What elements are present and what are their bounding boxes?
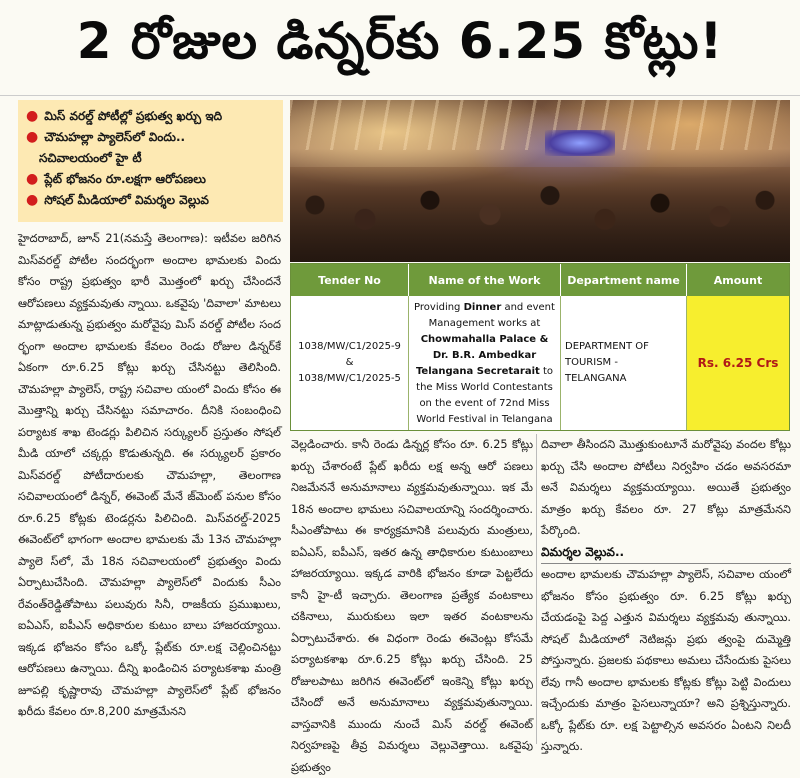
amount-cell: Rs. 6.25 Crs [687,296,789,430]
tender-table [290,263,790,431]
header-amount: Amount [687,264,789,296]
photo-stage-lights [545,130,615,156]
work-text-bold: Chowmahalla Palace & Dr. B.R. Ambedkar Telangana Secretarait [415,334,549,377]
work-name-cell [409,296,561,430]
highlight-item: ● చౌమహల్లా ప్యాలెస్‌లో విందు.. [26,127,275,148]
work-text: and event Management works at [428,302,555,329]
subheading: విమర్శల వెల్లువ.. [541,542,791,565]
photo-roof [290,100,790,150]
work-text-bold: Dinner [463,302,502,313]
article-column-2: వెల్లడించారు. కానీ రెండు డిన్నర్ల కోసం రూ. 6.25 కోట్లు ఖర్చు చేశారంటే ప్లేట్ ఖరీదు లక్ష అన్న ఆరో పణలు నిజమేననే అనుమానాలు వ్యక్తమవుతున్నాయి. ఇక మే 18న అందాల భామలు సచివాలయాన్ని సందర్శించారు. సీఎంతోపాటు ఈ కార్యక్రమానికి పలువురు మంత్రులు, ఐఏఎస్, ఐపీఎస్, ఇతర ఉన్న తాధికారుల కుటుంబాలు హాజరయ్యాయి. ఇక్కడ వారికి భోజనం కూడా పెట్టలేదు కానీ హై-టీ ఇచ్చారు. తెలంగాణ ప్రత్యేక వంటకాలు చకినాలు, మురుకులు ఇలా ఇతర వంటకాలను ఏర్పాటుచేశారు. ఈ విధంగా రెండు ఈవెంట్లు కోసమే పర్యాటకశాఖ రూ.6.25 కోట్లు ఖర్చు చేసింది. 25 రోజులపాటు జరిగిన ఈవెంట్‌లో ఇంకెన్ని కోట్లు ఖర్చు చేసిందో అనే అనుమానాలు వ్యక్తమవుతున్నాయి. వాస్తవానికి ముందు నుంచే మిస్ వరల్డ్ ఈవెంట్ నిర్వహణపై తీవ్ర విమర్శలు వెల్లువెత్తాయి. ఒకవైపు ప్రభుత్వం [291,438,533,774]
tender-number-2: 1038/MW/C1/2025-5 [298,373,401,384]
work-text: to the Miss World Contestants on the event of 72nd Miss World Festival in Telangana [416,366,554,425]
column-3-paragraph-1: దివాలా తీసిందని మొత్తుకుంటూనే మరోవైపు వందల కోట్లు ఖర్చు చేసి అందాల పోటీలు నిర్వహిం చడం అవసరమా అనే విమర్శలు వ్యక్తమయ్యాయి. అయితే ప్రభుత్వం మాత్రం ఖర్చు కేవలం రూ. 27 కోట్లు మాత్రమేనని పేర్కొంది. [541,438,791,537]
tender-ampersand: & [345,357,354,368]
bullet-icon: ● [26,129,39,145]
bullet-icon: ● [26,192,39,208]
work-text: Providing [414,302,461,313]
photo-crowd [290,167,790,262]
tender-number-cell [291,296,409,430]
highlight-item: ● ప్లేట్ భోజనం రూ.లక్షగా ఆరోపణలు [26,169,275,190]
header-department: Department name [561,264,687,296]
event-photo [290,100,790,262]
column-divider [536,434,537,744]
highlight-item-continued: సచివాలయంలో హై టీ [39,151,142,165]
headline: 2 రోజుల డిన్నర్‌కు 6.25 కోట్లు! [0,0,800,96]
column-3-paragraph-2: అందాల భామలకు చౌమహల్లా ప్యాలెస్, సచివాల యంలో భోజనం కోసం ప్రభుత్వం రూ. 6.25 కోట్లు ఖర్చు చేయడంపై పెద్ద ఎత్తున విమర్శలు వ్యక్తమవు తున్నాయి. సోషల్ మీడియాలో నెటిజన్లు ప్రభు త్వంపై దుమ్మెత్తి పోస్తున్నారు. ప్రజలకు పథకాలు అమలు చేసేందుకు పైసలు లేవు గానీ అందాల భామలకు కోట్లకు కోట్లు పెట్టి విందులు ఇచ్చేందుకు మాత్రం పైసలున్నాయా? అని ప్రశ్నిస్తున్నారు. ఒక్కో ప్లేట్‌కు రూ. లక్ష పెట్టాల్సిన అవసరం ఏంటని నిలదీ స్తున్నారు. [541,568,791,753]
highlight-item: ● మిస్ వరల్డ్ పోటీల్లో ప్రభుత్వ ఖర్చు ఇది [26,106,275,127]
header-tender-no: Tender No [291,264,409,296]
article-column-1: హైదరాబాద్, జూన్ 21(నమస్తే తెలంగాణ): ఇటీవల జరిగిన మిస్‌వరల్డ్ పోటీల సందర్భంగా అందాల భామలకు విందు కోసం రాష్ట్ర ప్రభుత్వం భారీ మొత్తంలో ఖర్చు చేసిందనే ఆరోపణలు వ్యక్తమవుతు న్నాయి. ఒకవైపు 'దివాలా' మాటలు మాట్లాడుతున్న ప్రభుత్వం మరోవైపు మిస్ వరల్డ్ పోటీల సంద ర్భంగా అందాల భామలకు కేవలం రెండు రోజుల డిన్నర్‌కే ఏకంగా రూ.6.25 కోట్లు ఖర్చు చేసినట్టు తెలిసింది. చౌమహల్లా ప్యాలెస్, రాష్ట్ర సచివాల యంలో విందు కోసం ఈ మొత్తాన్ని ఖర్చు చేసినట్టు సమాచారం. దీనికి సంబంధించి పర్యాటక శాఖ టెండర్లు పిలిచిన సర్క్యులర్ ప్రస్తుతం సోషల్ మీడి యాలో చక్కర్లు కొడుతున్నది. ఈ సర్క్యులర్ ప్రకారం మిస్‌వరల్డ్ పోటీదారులకు చౌమహల్లా, తెలంగాణ సచివాలయంలో డిన్నర్, ఈవెంట్ మేనే జ్‌మెంట్ పనుల కోసం రూ.6.25 కోట్లకు టెండర్లను పిలిచింది. మిస్‌వరల్డ్-2025 ఈవెంట్‌లో భాగంగా అందాల భామలకు మే 13న చౌమహల్లా ప్యాలె స్‌లో, మే 18న సచివాలయంలో ప్రభుత్వం విందు ఏర్పాటుచేసింది. చౌమహల్లా ప్యాలెస్‌లో విందుకు సీఎం రేవంత్‌రెడ్డితోపాటు పలువురు సినీ, రాజకీయ ప్రముఖులు, ఐఏఎస్, ఐపీఎస్ అధికారుల కుటుం బాలు హాజరయ్యాయి. ఇక్కడ భోజనం కోసం ఒక్కో ప్లేట్‌కు రూ.లక్ష చెల్లించినట్టు ఆరోపణలు ఉన్నాయి. దీన్ని ఖండించిన పర్యాటకశాఖ మంత్రి జూపల్లి కృష్ణారావు చౌమహల్లా ప్యాలెస్‌లో ప్లేట్ భోజనం ఖరీదు కేవలం రూ.8,200 మాత్రమేనని [18,232,281,718]
tender-data-row [291,296,789,430]
highlights-box [18,100,283,222]
bullet-icon: ● [26,171,39,187]
highlight-item: ● సోషల్ మీడియాలో విమర్శల వెల్లువ [26,190,275,211]
bullet-icon: ● [26,108,39,124]
tender-header-row [291,264,789,296]
department-cell: DEPARTMENT OF TOURISM - TELANGANA [561,296,687,430]
article-column-3 [541,434,791,758]
tender-number-1: 1038/MW/C1/2025-9 [298,341,401,352]
header-work-name: Name of the Work [409,264,561,296]
